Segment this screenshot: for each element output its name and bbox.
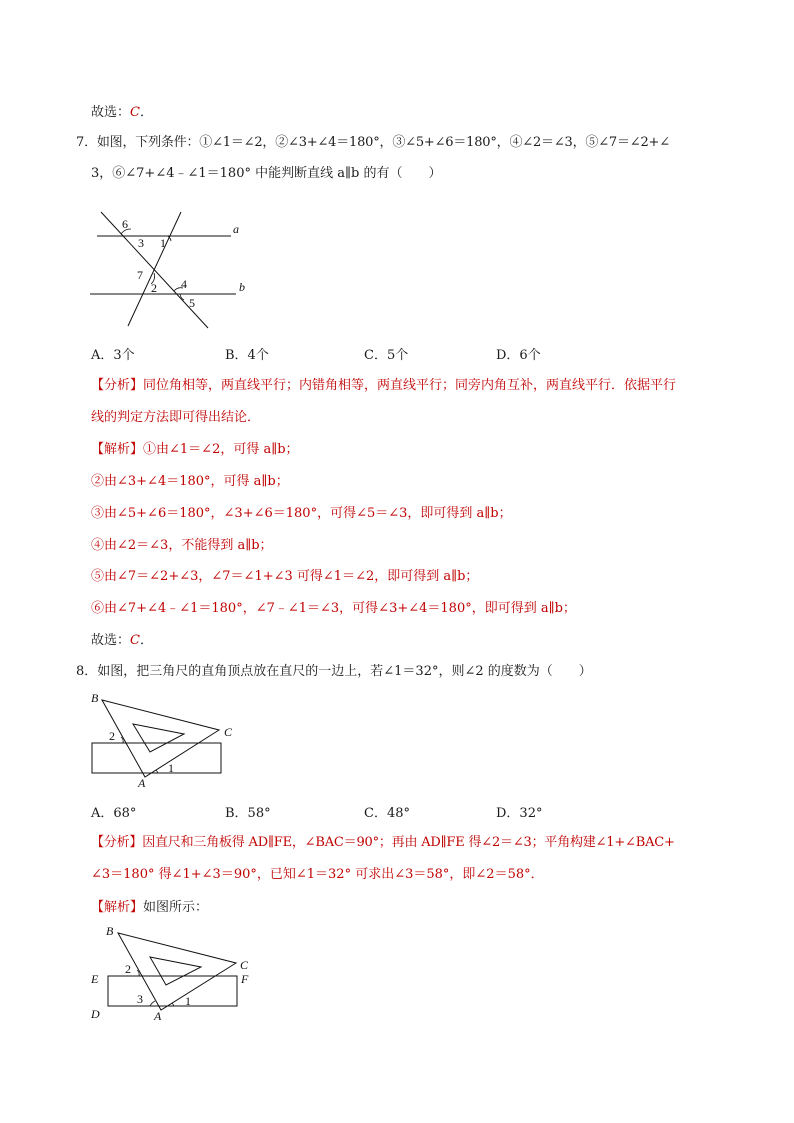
q7-solution-step4: ④由∠2＝∠3，不能得到 a∥b； — [91, 538, 273, 553]
q7-answer: 故选：C． — [91, 633, 153, 648]
q8-analysis-line1: 【分析】因直尺和三角板得 AD∥FE，∠BAC＝90°；再由 AD∥FE 得∠2＝∠3；平角构建∠1+∠BAC+ — [91, 835, 675, 850]
q7-fig-label-4: 4 — [181, 277, 187, 291]
q8-option-c: C．48° — [364, 806, 410, 821]
q8-solution: 【解析】如图所示： — [91, 900, 209, 915]
q7-fig-label-5: 5 — [189, 296, 195, 310]
q8-analysis-line2: ∠3＝180° 得∠1+∠3＝90°，已知∠1＝32° 可求出∠3＝58°，即∠2＝58°． — [91, 867, 544, 882]
q7-fig-label-3: 3 — [138, 236, 144, 250]
q8-option-a: A．68° — [91, 806, 137, 821]
q7-fig-label-2: 2 — [151, 281, 157, 295]
q7-fig-label-7: 7 — [137, 268, 143, 282]
q8-fig2-label-2: 2 — [125, 962, 131, 976]
q8-fig1-label-1: 1 — [168, 761, 174, 775]
q8-fig2-label-E: E — [91, 972, 99, 986]
q7-stem-line1: 7．如图，下列条件：①∠1＝∠2，②∠3+∠4＝180°，③∠5+∠6＝180°，④∠2＝∠3，⑤∠7＝∠2+∠ — [76, 135, 670, 150]
q7-solution-step1: 【解析】①由∠1＝∠2，可得 a∥b； — [91, 442, 299, 457]
q7-fig-label-b: b — [239, 280, 245, 294]
q8-fig2-label-F: F — [241, 972, 249, 986]
q7-fig-label-1: 1 — [160, 236, 166, 250]
q7-option-a: A．3个 — [91, 348, 135, 363]
q7-solution-step2: ②由∠3+∠4＝180°，可得 a∥b； — [91, 474, 289, 489]
q7-solution-step3: ③由∠5+∠6＝180°，∠3+∠6＝180°，可得∠5＝∠3，即可得到 a∥b； — [91, 506, 512, 521]
q7-solution-step5: ⑤由∠7＝∠2+∠3，∠7＝∠1+∠3 可得∠1＝∠2，即可得到 a∥b； — [91, 569, 479, 584]
q7-fig-label-6: 6 — [122, 217, 128, 231]
prev-answer: 故选：C． — [91, 105, 153, 120]
q8-fig1-label-2: 2 — [109, 729, 115, 743]
q8-option-d: D．32° — [496, 806, 543, 821]
q7-analysis-line2: 线的判定方法即可得出结论． — [91, 410, 261, 425]
q7-option-d: D．6个 — [496, 348, 541, 363]
q8-fig2-label-D: D — [91, 1007, 100, 1021]
q8-fig1-label-B: B — [91, 691, 99, 705]
q8-fig2-label-B: B — [106, 924, 114, 938]
q8-option-b: B．58° — [225, 806, 271, 821]
q8-fig1-label-C: C — [224, 725, 233, 739]
q8-fig1-label-A: A — [138, 776, 146, 790]
q8-stem: 8．如图，把三角尺的直角顶点放在直尺的一边上，若∠1＝32°，则∠2 的度数为（ ） — [76, 664, 592, 679]
q7-option-b: B．4个 — [225, 348, 269, 363]
q8-fig2-label-C: C — [240, 958, 249, 972]
q8-fig2-label-3: 3 — [137, 992, 143, 1006]
q7-solution-step6: ⑥由∠7+∠4﹣∠1＝180°，∠7﹣∠1＝∠3，可得∠3+∠4＝180°，即可得到 a∥b； — [91, 601, 576, 616]
q7-fig-label-a: a — [233, 222, 239, 236]
q8-fig2-label-A: A — [154, 1009, 162, 1023]
q7-option-c: C．5个 — [364, 348, 409, 363]
q7-stem-line2: 3，⑥∠7+∠4﹣∠1＝180° 中能判断直线 a∥b 的有（ ） — [91, 166, 442, 181]
q7-analysis-line1: 【分析】同位角相等，两直线平行；内错角相等，两直线平行；同旁内角互补，两直线平行．依据平行 — [91, 378, 677, 393]
q8-fig2-label-1: 1 — [185, 994, 191, 1008]
